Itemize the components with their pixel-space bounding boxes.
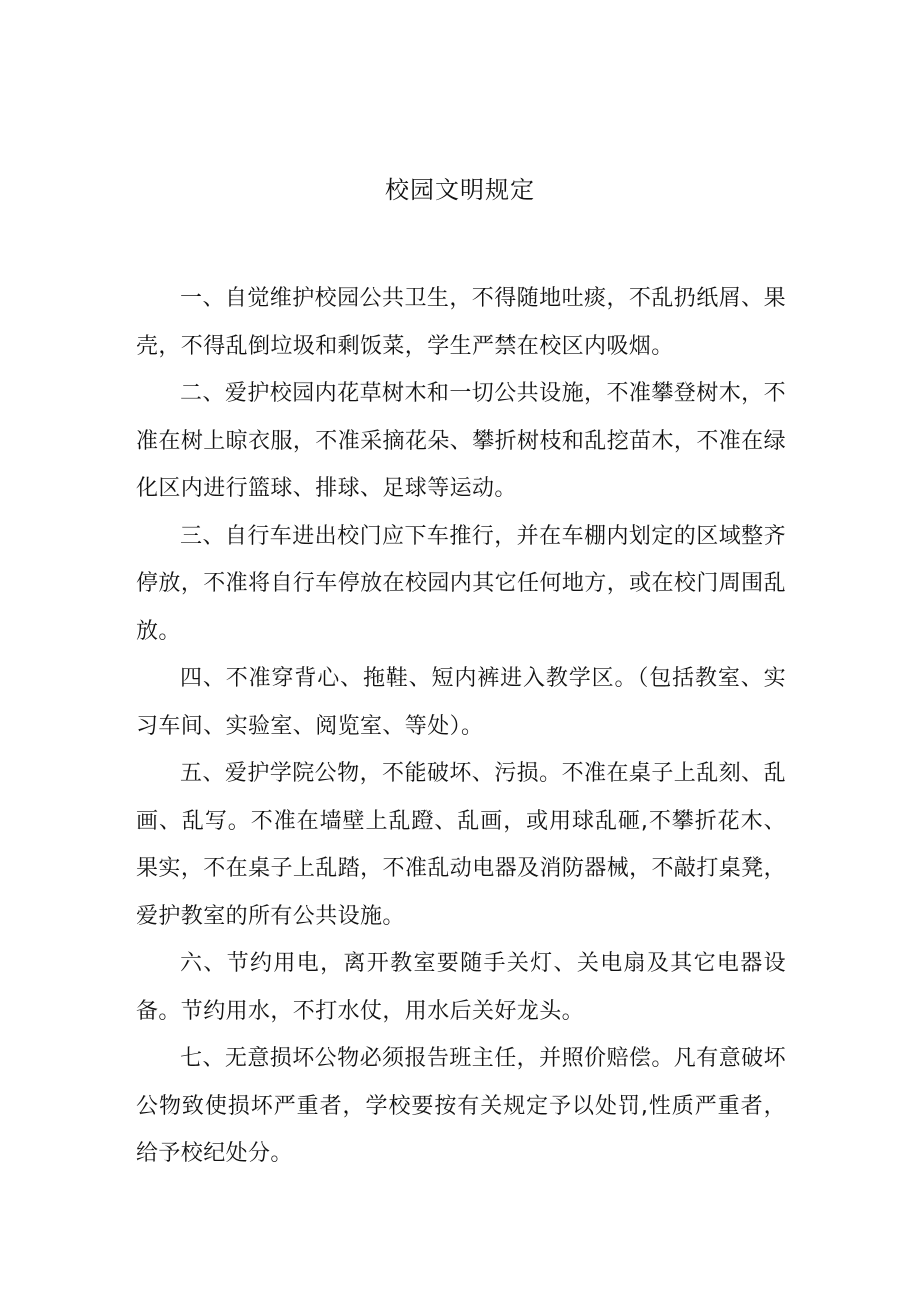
rule-paragraph-1: 一、自觉维护校园公共卫生，不得随地吐痰，不乱扔纸屑、果壳，不得乱倒垃圾和剩饭菜，学生严禁在校区内吸烟。 <box>136 286 786 359</box>
document-title: 校园文明规定 <box>385 176 535 204</box>
rule-paragraph-6: 六、节约用电，离开教室要随手关灯、关电扇及其它电器设备。节约用水，不打水仗，用水后关好龙头。 <box>136 951 786 1024</box>
rule-paragraph-4: 四、不准穿背心、拖鞋、短内裤进入教学区。（包括教室、实习车间、实验室、阅览室、等处）。 <box>136 666 786 739</box>
rule-paragraph-2: 二、爱护校园内花草树木和一切公共设施，不准攀登树木，不准在树上晾衣服，不准采摘花朵、攀折树枝和乱挖苗木，不准在绿化区内进行篮球、排球、足球等运动。 <box>136 381 786 501</box>
rule-paragraph-3: 三、自行车进出校门应下车推行，并在车棚内划定的区域整齐停放，不准将自行车停放在校园内其它任何地方，或在校门周围乱放。 <box>136 523 786 644</box>
document-body <box>136 275 786 1178</box>
rule-paragraph-7: 七、无意损坏公物必须报告班主任，并照价赔偿。凡有意破坏公物致使损坏严重者，学校要按有关规定予以处罚,性质严重者，给予校纪处分。 <box>136 1046 786 1166</box>
rule-paragraph-5: 五、爱护学院公物，不能破坏、污损。不准在桌子上乱刻、乱画、乱写。不准在墙壁上乱蹬、乱画，或用球乱砸,不攀折花木、果实，不在桌子上乱踏，不准乱动电器及消防器械，不敲打桌凳，爱护教室的所有公共设施。 <box>136 761 786 929</box>
